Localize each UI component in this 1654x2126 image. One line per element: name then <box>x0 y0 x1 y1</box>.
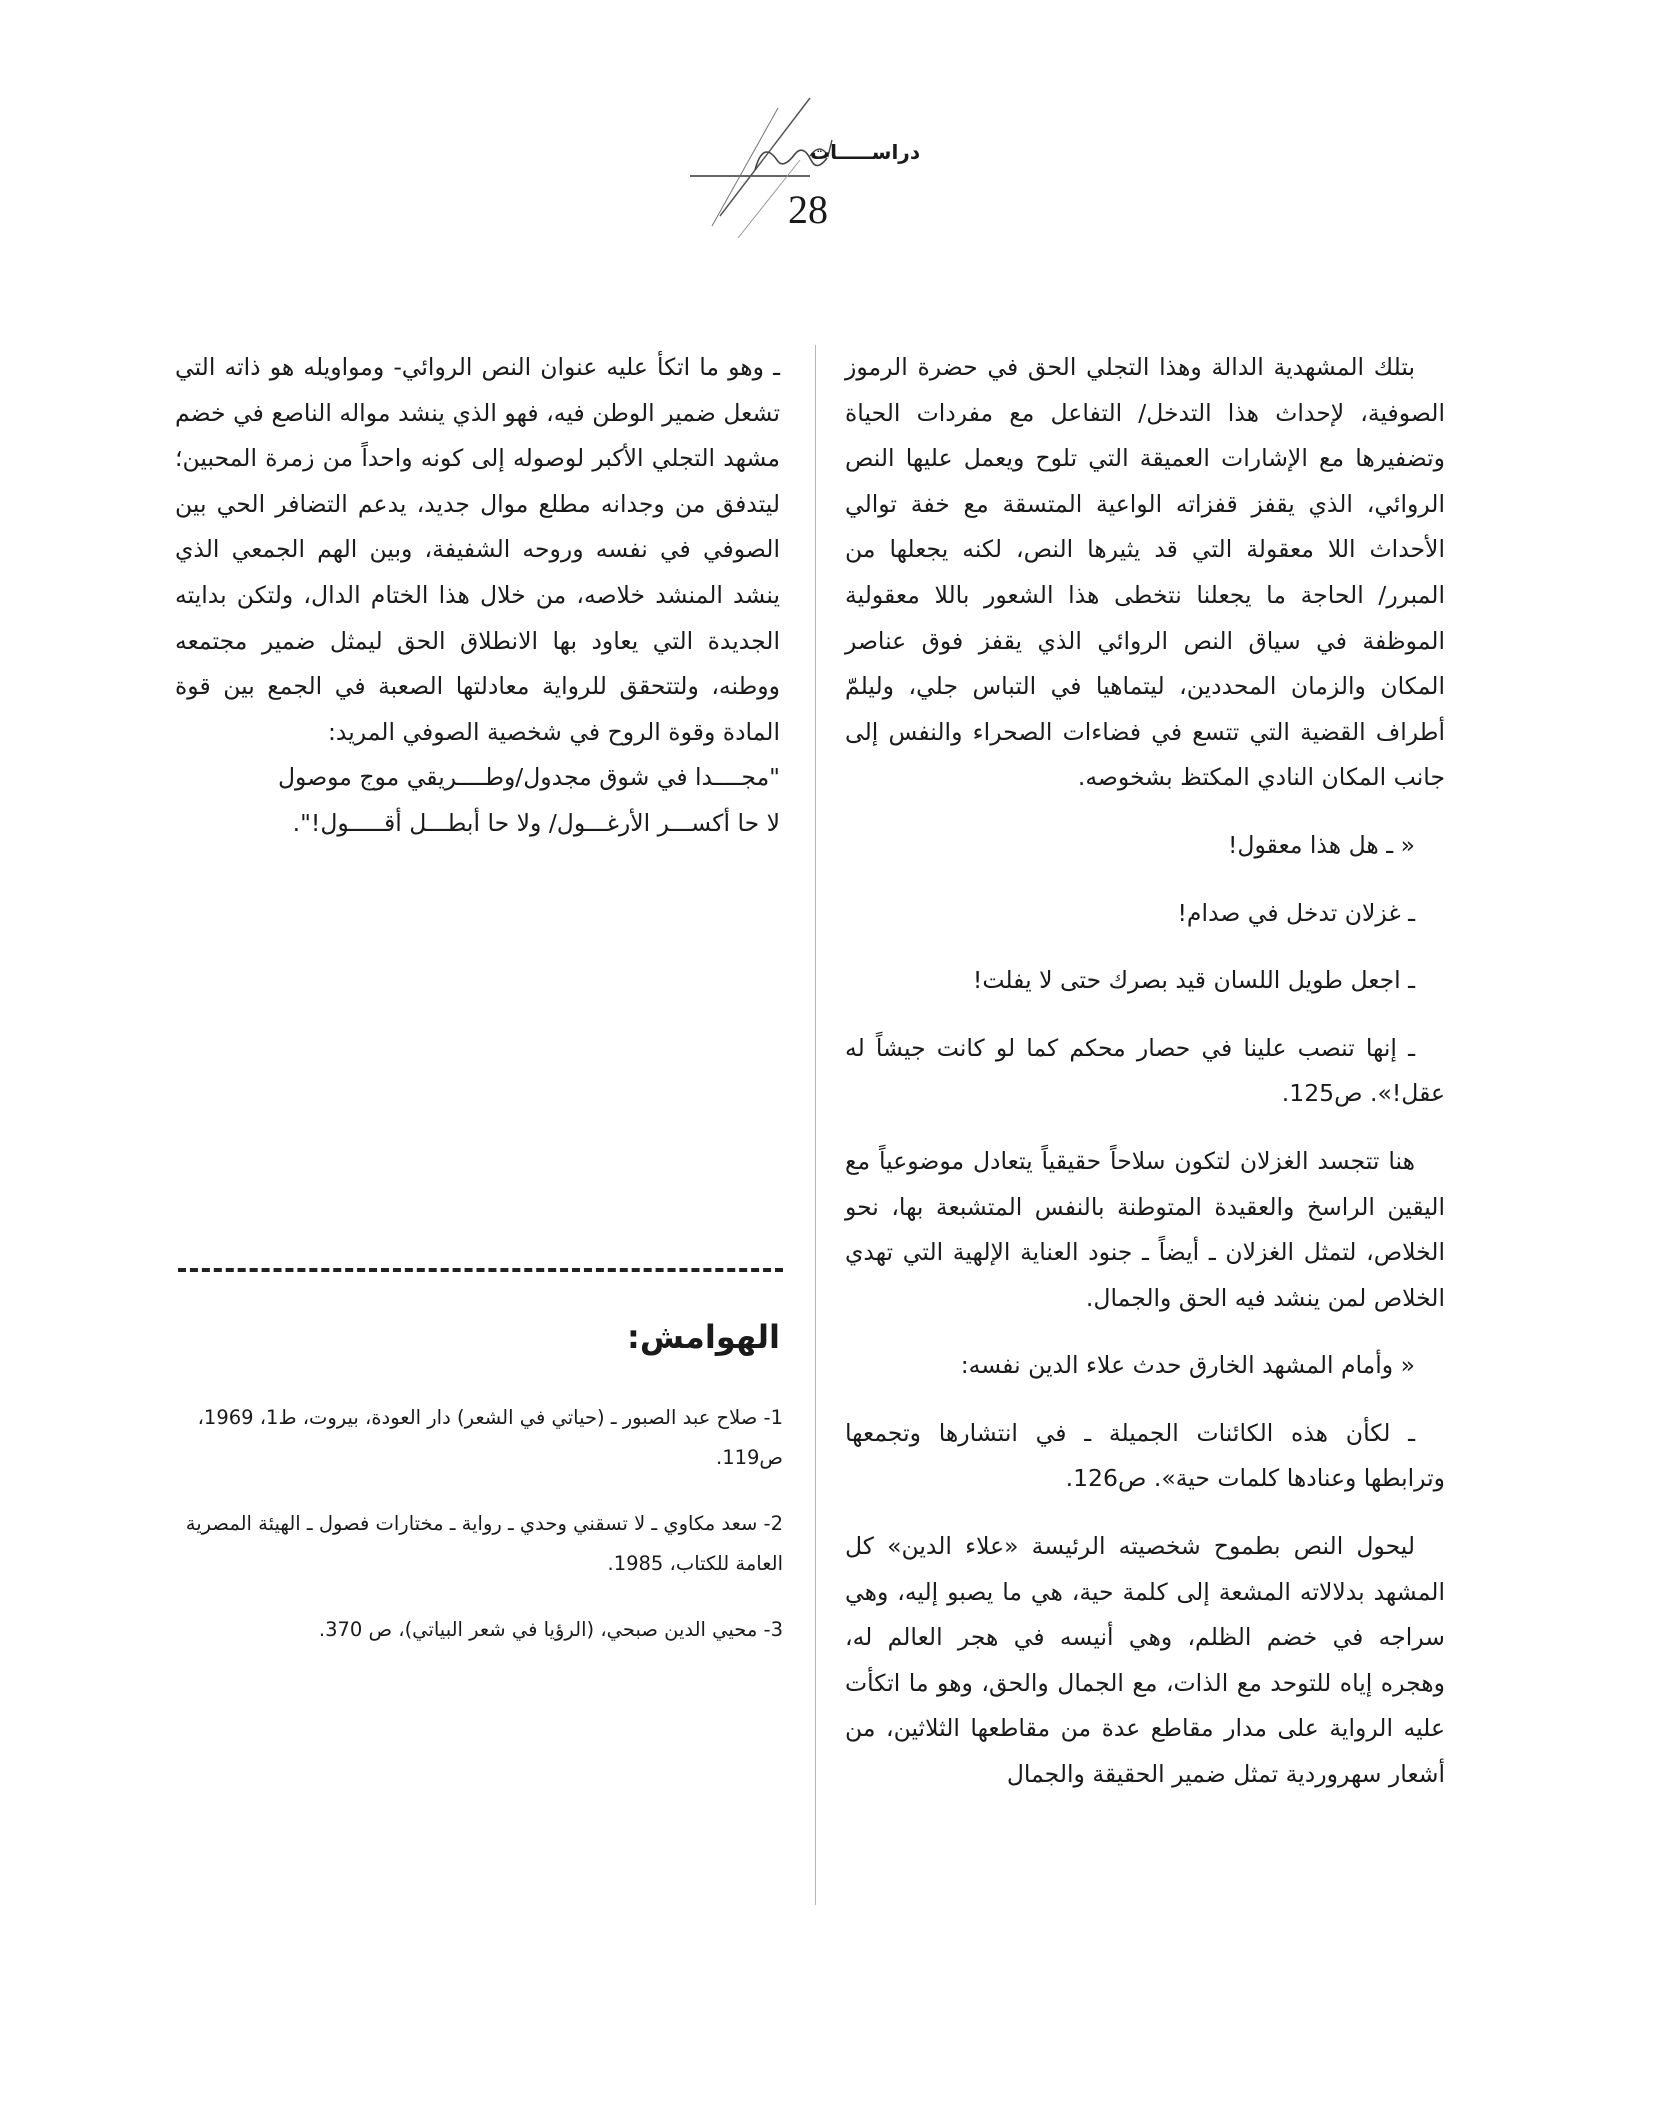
quote-line: ـ إنها تنصب علينا في حصار محكم كما لو كانت جيشاً له عقل!». ص125. <box>845 1033 1445 1108</box>
paragraph: ـ وهو ما اتكأ عليه عنوان النص الروائي- ومواويله هو ذاته التي تشعل ضمير الوطن فيه، فهو الذي ينشد مواله الناصع في خضم مشهد التجلي الأكبر لوصوله إلى كونه واحداً من زمرة المحبين؛ ليتدفق من وجدانه مطلع موال جديد، يدعم التضافر الحي بين الصوفي في نفسه وروحه الشفيفة، وبين الهم الجمعي الذي ينشد المنشد خلاصه، من خلال هذا الختام الدال، ولتكن بدايته الجديدة التي يعاود بها الانطلاق الحق ليمثل ضمير مجتمعه ووطنه، ولتتحقق للرواية معادلتها الصعبة في الجمع بين قوة المادة وقوة الروح في شخصية الصوفي المريد: <box>175 353 780 746</box>
quote-line: ـ اجعل طويل اللسان قيد بصرك حتى لا يفلت! <box>972 966 1415 995</box>
left-column <box>175 345 780 847</box>
paragraph: بتلك المشهدية الدالة وهذا التجلي الحق في حضرة الرموز الصوفية، لإحداث هذا التدخل/ التفاعل مع مفردات الحياة وتضفيرها مع الإشارات العميقة التي تلوح ويعمل عليها النص الروائي، الذي يقفز قفزاته الواعية المتسقة مع خفة توالي الأحداث اللا معقولة التي قد يثيرها النص، لكنه يجعلها من المبرر/ الحاجة ما يجعلنا نتخطى هذا الشعور باللا معقولية الموظفة في سياق النص الروائي الذي يقفز فوق عناصر المكان والزمان المحددين، ليتماهيا في التباس جلي، وليلمّ أطراف القضية التي تتسع في فضاءات الصحراء والنفس إلى جانب المكان النادي المكتظ بشخوصه. <box>845 353 1445 792</box>
quote-line: « وأمام المشهد الخارق حدث علاء الدين نفسه: <box>960 1351 1415 1380</box>
paragraph: ليحول النص بطموح شخصيته الرئيسة «علاء الدين» كل المشهد بدلالاته المشعة إلى كلمة حية، هي ما يصبو إليه، وهي سراجه في خضم الظلم، وهي أنيسه في هجر العالم له، وهجره إياه للتوحد مع الذات، مع الجمال والحق، وهو ما اتكأت عليه الرواية على مدار مقاطع عدة من مقاطعها الثلاثين، من أشعار سهروردية تمثل ضمير الحقيقة والجمال <box>845 1532 1445 1789</box>
section-label: دراســـــات <box>810 140 921 164</box>
verse-line: لا حا أكســـر الأرغـــول/ ولا حا أبطـــل أقـــــول!". <box>292 808 780 837</box>
quote-line: « ـ هل هذا معقول! <box>1227 830 1415 859</box>
footnote-item: 1- صلاح عبد الصبور ـ (حياتي في الشعر) دار العودة، بيروت، ط1، 1969، ص119. <box>197 1406 783 1469</box>
paragraph: هنا تتجسد الغزلان لتكون سلاحاً حقيقياً يتعادل موضوعياً مع اليقين الراسخ والعقيدة المتوطنة بالنفس المتشبعة بها، نحو الخلاص، لتمثل الغزلان ـ أيضاً ـ جنود العناية الإلهية التي تهدي الخلاص لمن ينشد فيه الحق والجمال. <box>845 1146 1445 1312</box>
footnotes-title: الهوامش: <box>627 1318 780 1356</box>
verse-line: "مجــــدا في شوق مجدول/وطــــريقي موج موصول <box>277 763 780 792</box>
page-number: 28 <box>788 187 828 232</box>
footnotes-list <box>178 1398 783 1676</box>
footnote-item: 2- سعد مكاوي ـ لا تسقني وحدي ـ رواية ـ مختارات فصول ـ الهيئة المصرية العامة للكتاب، 1985. <box>185 1512 783 1575</box>
footnote-separator <box>178 1268 783 1272</box>
right-column <box>845 345 1445 1798</box>
footnote-item: 3- محيي الدين صبحي، (الرؤيا في شعر البياتي)، ص 370. <box>318 1618 783 1641</box>
column-divider <box>815 345 816 1905</box>
quote-line: ـ غزلان تدخل في صدام! <box>1177 898 1415 927</box>
quote-line: ـ لكأن هذه الكائنات الجميلة ـ في انتشارها وتجمعها وترابطها وعنادها كلمات حية». ص126. <box>845 1418 1445 1493</box>
